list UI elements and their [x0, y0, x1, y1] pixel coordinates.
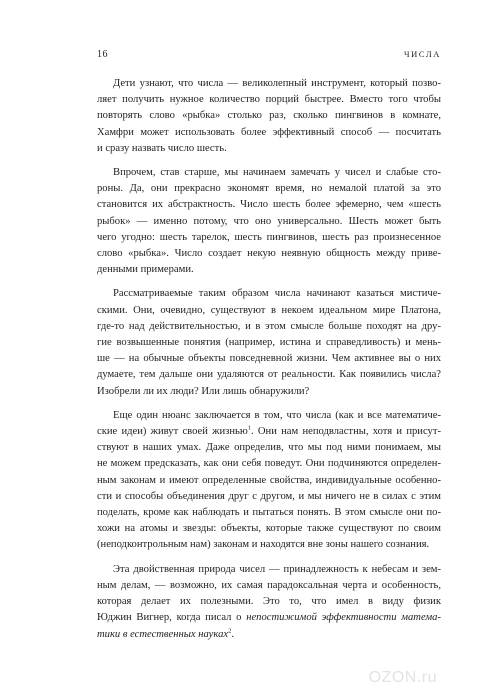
text-line: Еще один нюанс заключается в том, что числа (как и все математиче- [113, 409, 441, 421]
text-line: Изобрели ли их люди? Или лишь обнаружили? [97, 385, 310, 397]
text-line [97, 627, 441, 643]
text-line [97, 424, 441, 440]
text-line: роны. Да, они прекрасно экономят время, но немалой платой за это [97, 183, 441, 195]
text-line: скими. Они, очевидно, существуют в некоем идеальном мире Платона, [97, 304, 441, 316]
text-line: ствуют в наших умах. Даже определив, что мы под ними понимаем, мы [97, 442, 441, 454]
text-line: Рассматриваемые таким образом числа начинают казаться мистиче- [113, 288, 441, 300]
text-line: Эта двойственная природа чисел — принадлежность к небесам и зем- [113, 563, 441, 575]
text-line: хожи на атомы и звезды: объекты, которые также существуют по своим [97, 523, 441, 535]
text-line: сти и способы объединения друг с другом, и мы ничего не в силах с этим [97, 490, 441, 502]
text-line: не можем предсказать, как они себя поведут. Они подчиняются определен- [97, 458, 441, 470]
paragraph-3 [97, 286, 441, 399]
text-fragment: . Они нам неподвластны, хотя и присут- [251, 426, 441, 438]
text-line: думаете, тем дальше они удаляются от реальности. Как появились числа? [97, 369, 441, 381]
page-number: 16 [97, 49, 108, 60]
text-line: денными примерами. [97, 264, 194, 276]
text-line: гие возвышенные понятия (например, истина и справедливость) и мень- [97, 337, 441, 349]
text-fragment: ские идеи) живут своей жизнью [97, 426, 248, 438]
text-fragment: Юджин Вигнер, когда писал о [97, 612, 247, 624]
footnote-marker: 2 [228, 626, 232, 634]
text-line [97, 610, 441, 626]
text-line: (неподконтрольным нам) законам и находятся вне зоны нашего сознания. [97, 539, 430, 551]
watermark-logo: OZON.ru [368, 669, 437, 686]
footnote-marker: 1 [247, 424, 251, 432]
paragraph-5 [97, 562, 441, 643]
body-text [97, 76, 441, 651]
paragraph-4 [97, 408, 441, 554]
text-line: поделать, кроме как наблюдать и пытаться понять. В этом смысле они по- [97, 507, 441, 519]
text-line: слово «рыбка». Число создает некую неявную общность между приве- [97, 248, 441, 260]
text-line: где-то над действительностью, и в этом смысле больше походят на дру- [97, 320, 441, 332]
text-line: которая делает их полезными. Это то, что имел в виду физик [97, 596, 441, 608]
text-line: повторять слово «рыбка» столько раз, сколько пингвинов в комнате, [97, 110, 441, 122]
text-line: ным делам, — возможно, их самая парадоксальная черта и особенность, [97, 579, 441, 591]
text-line: Хамфри может использовать более эффективный способ — посчитать [97, 126, 441, 138]
text-line: Впрочем, став старше, мы начинаем замечать у чисел и слабые сто- [113, 167, 441, 179]
paragraph-2 [97, 165, 441, 278]
paragraph-1 [97, 76, 441, 157]
text-line: рыбок» — именно потому, что оно универсально. Шесть может быть [97, 215, 441, 227]
text-line: становится их абстрактность. Число шесть более эфемерно, чем «шесть [97, 199, 441, 211]
italic-phrase: непостижимой эффективности матема- [246, 612, 441, 624]
text-fragment: . [231, 628, 234, 640]
italic-phrase: тики в естественных науках [97, 628, 229, 640]
text-line: чего угодно: шесть тарелок, шесть пингвинов, шесть раз произнесенное [97, 231, 441, 243]
text-line: и сразу назвать число шесть. [97, 142, 227, 154]
running-title: ЧИСЛА [403, 49, 441, 59]
text-line: ным законам и имеют определенные свойства, индивидуальные особенно- [97, 474, 441, 486]
text-line: ляет получить нужное количество порций быстрее. Вместо того чтобы [97, 94, 441, 106]
text-line: Дети узнают, что числа — великолепный инструмент, который позво- [113, 78, 441, 89]
text-line: ше — на обычные объекты повседневной жизни. Чем активнее вы о них [97, 353, 441, 365]
